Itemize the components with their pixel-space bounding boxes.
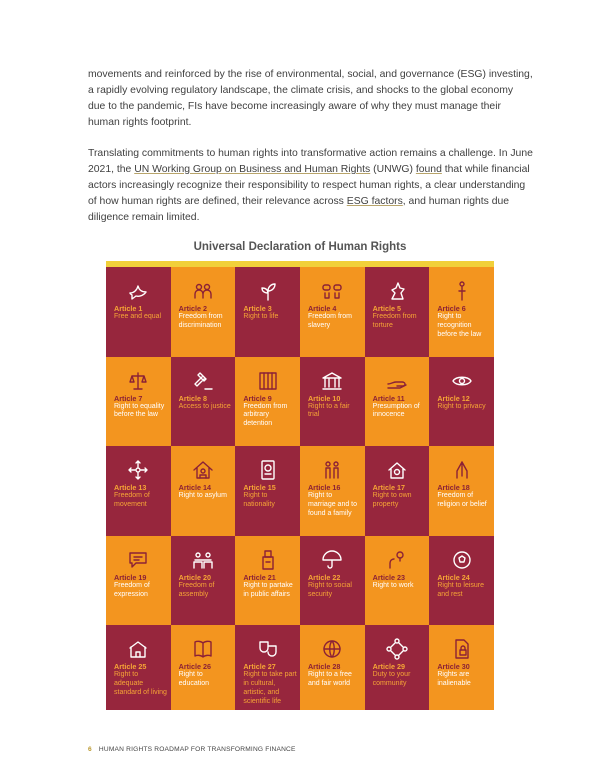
udhr-article-5: [365, 267, 430, 357]
udhr-article-1: [106, 267, 171, 357]
article-label: Freedom of assembly: [178, 581, 215, 598]
udhr-article-19: [106, 536, 171, 626]
udhr-article-22: [300, 536, 365, 626]
udhr-article-23: [365, 536, 430, 626]
courthouse-icon: [320, 369, 344, 393]
article-label: Freedom from torture: [372, 313, 417, 329]
passport-icon: [256, 458, 280, 482]
udhr-article-16: [300, 446, 365, 536]
article-label: Right to leisure and rest: [437, 581, 485, 598]
udhr-grid-frame: [106, 261, 494, 710]
broken-chain-icon: [320, 279, 344, 303]
udhr-article-6: [429, 267, 494, 357]
udhr-article-8: [171, 357, 236, 447]
challenge-paragraph: [88, 146, 533, 226]
udhr-article-11: [365, 357, 430, 447]
article-number: Article 10: [307, 393, 341, 403]
article-label: Right to take part in cultural, artistic, and scientific life: [243, 671, 297, 705]
udhr-article-4: [300, 267, 365, 357]
article-number: Article 2: [178, 304, 208, 313]
assembly-icon: [191, 548, 215, 572]
article-number: Article 25: [114, 662, 147, 672]
praying-hands-icon: [450, 458, 474, 482]
sprout-icon: [256, 279, 280, 303]
esg-factors-link[interactable]: ESG factors: [346, 196, 403, 207]
book-icon: [191, 637, 215, 661]
article-label: Right to education: [178, 671, 210, 688]
udhr-article-17: [365, 446, 430, 536]
community-icon: [385, 637, 409, 661]
article-number: Article 30: [437, 662, 470, 672]
article-label: Right to a fair trial: [307, 402, 350, 419]
udhr-article-30: [429, 625, 494, 710]
arrows-icon: [126, 458, 150, 482]
udhr-article-12: [429, 357, 494, 447]
udhr-article-28: [300, 625, 365, 710]
article-label: Freedom of expression: [114, 581, 150, 598]
article-label: Right to work: [372, 581, 414, 589]
udhr-article-26: [171, 625, 236, 710]
article-label: Freedom from discrimination: [178, 313, 223, 329]
page-number: 6: [88, 746, 92, 753]
article-label: Right to nationality: [243, 492, 275, 508]
article-label: Freedom from slavery: [307, 313, 352, 329]
scales-icon: [126, 369, 150, 393]
udhr-article-7: [106, 357, 171, 447]
article-label: Access to justice: [178, 402, 231, 410]
article-number: Article 29: [372, 662, 406, 672]
article-number: Article 26: [178, 662, 212, 672]
article-number: Article 21: [243, 572, 276, 582]
page-footer: [88, 746, 296, 753]
article-label: Rights are inalienable: [437, 671, 471, 688]
article-label: Freedom of religion or belief: [437, 492, 487, 508]
ball-icon: [450, 548, 474, 572]
article-number: Article 14: [178, 483, 212, 493]
gavel-icon: [191, 369, 215, 393]
article-number: Article 15: [243, 483, 276, 493]
article-label: Freedom from arbitrary detention: [243, 402, 288, 428]
prison-bars-icon: [256, 369, 280, 393]
worker-icon: [385, 548, 409, 572]
article-label: Right to privacy: [437, 402, 486, 410]
article-number: Article 19: [114, 572, 147, 582]
document-lock-icon: [450, 637, 474, 661]
udhr-grid: [106, 267, 494, 710]
person-icon: [450, 279, 474, 303]
article-number: Article 22: [307, 572, 341, 582]
house-icon: [385, 458, 409, 482]
article-number: Article 5: [372, 304, 402, 313]
p2-text-3: that while financial actors increasingly recognize their responsibility to respect human rights, a clear understanding of how human rights are defined, their relevance across: [88, 164, 530, 207]
found-link[interactable]: found: [415, 164, 442, 175]
shelter-icon: [191, 458, 215, 482]
globe-icon: [320, 637, 344, 661]
dove-icon: [126, 279, 150, 303]
people-icon: [191, 279, 215, 303]
theater-masks-icon: [256, 637, 280, 661]
article-number: Article 3: [243, 304, 272, 313]
fist-icon: [385, 279, 409, 303]
udhr-article-15: [235, 446, 300, 536]
article-label: Right to equality before the law: [114, 402, 165, 419]
udhr-article-29: [365, 625, 430, 710]
article-label: Right to asylum: [178, 492, 227, 500]
article-number: Article 17: [372, 483, 406, 493]
article-number: Article 24: [437, 572, 470, 582]
article-label: Right to adequate standard of living: [114, 671, 167, 696]
p2-text-4: , and human rights due diligence remain limited.: [88, 196, 510, 223]
udhr-article-2: [171, 267, 236, 357]
udhr-article-21: [235, 536, 300, 626]
udhr-title: Universal Declaration of Human Rights: [193, 241, 407, 253]
article-label: Right to recognition before the law: [437, 313, 482, 338]
umbrella-icon: [320, 548, 344, 572]
udhr-article-20: [171, 536, 236, 626]
article-number: Article 1: [114, 304, 143, 313]
home-icon: [126, 637, 150, 661]
family-icon: [320, 458, 344, 482]
article-label: Free and equal: [114, 313, 162, 320]
article-label: Right to partake in public affairs: [243, 581, 293, 598]
article-number: Article 28: [307, 662, 341, 672]
article-label: Right to a free and fair world: [307, 671, 352, 688]
article-number: Article 7: [114, 393, 143, 403]
article-label: Right to own property: [372, 492, 412, 508]
udhr-article-27: [235, 625, 300, 710]
article-number: Article 18: [437, 483, 470, 493]
udhr-article-25: [106, 625, 171, 710]
article-number: Article 11: [372, 393, 405, 403]
article-label: Right to marriage and to found a family: [307, 492, 358, 517]
article-number: Article 6: [437, 304, 466, 313]
intro-paragraph: movements and reinforced by the rise of environmental, social, and governance (ESG) investing, a rapidly evolving regulatory landscape, the climate crisis, and shocks to the global economy due to the pandemic, FIs have become increasingly aware of why they must manage their human rights footprint.: [88, 69, 533, 128]
article-label: Right to social security: [307, 581, 352, 598]
p2-text-1: Translating commitments to human rights into transformative action remains a challenge. In June 2021, the: [88, 148, 533, 175]
udhr-article-14: [171, 446, 236, 536]
article-number: Article 12: [437, 393, 470, 403]
article-number: Article 16: [307, 483, 341, 493]
article-label: Freedom of movement: [114, 492, 150, 508]
udhr-article-3: [235, 267, 300, 357]
footer-title: HUMAN RIGHTS ROADMAP FOR TRANSFORMING FINANCE: [98, 746, 296, 753]
article-label: Presumption of innocence: [372, 402, 420, 419]
unwg-link[interactable]: UN Working Group on Business and Human Rights: [134, 164, 371, 175]
article-label: Duty to your community: [372, 671, 411, 688]
udhr-article-10: [300, 357, 365, 447]
speech-bubble-icon: [126, 548, 150, 572]
article-number: Article 9: [243, 393, 272, 403]
article-number: Article 13: [114, 483, 147, 493]
article-number: Article 8: [178, 393, 208, 403]
udhr-article-13: [106, 446, 171, 536]
udhr-article-24: [429, 536, 494, 626]
ballot-icon: [256, 548, 280, 572]
article-number: Article 20: [178, 572, 212, 582]
open-hand-icon: [385, 369, 409, 393]
p2-text-2: (UNWG): [370, 164, 416, 175]
eye-shield-icon: [450, 369, 474, 393]
udhr-article-18: [429, 446, 494, 536]
article-number: Article 27: [243, 662, 276, 672]
article-number: Article 4: [307, 304, 337, 313]
udhr-article-9: [235, 357, 300, 447]
article-number: Article 23: [372, 572, 406, 582]
article-label: Right to life: [243, 313, 279, 320]
